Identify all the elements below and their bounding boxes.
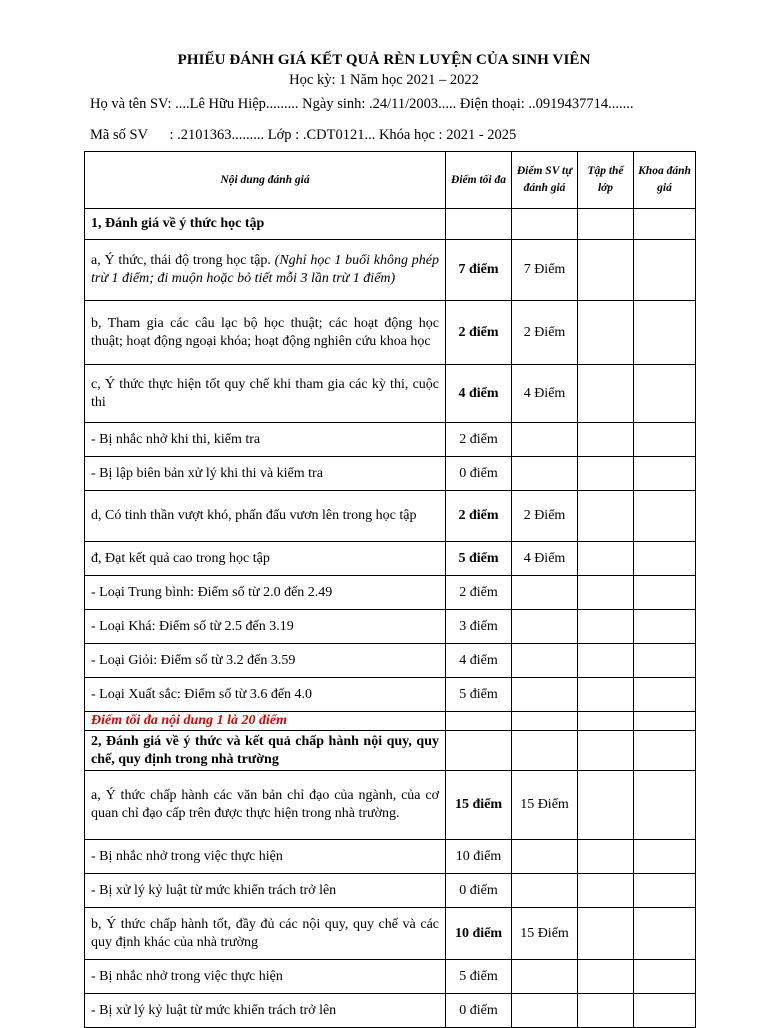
row-class-score — [578, 542, 634, 576]
row-dept-score — [634, 240, 696, 301]
row-self-score — [512, 576, 578, 610]
row-max-score: 3 điểm — [446, 610, 512, 644]
row-class-score — [578, 365, 634, 423]
row-content: đ, Đạt kết quả cao trong học tập — [85, 542, 446, 576]
row-content: - Loại Giỏi: Điểm số từ 3.2 đến 3.59 — [85, 644, 446, 678]
table-row — [85, 240, 696, 301]
student-info-line1: Họ và tên SV: ....Lê Hữu Hiệp......... Ngày sinh: .24/11/2003..... Điện thoại: ..0919437714....... — [90, 96, 634, 112]
row-dept-score — [634, 678, 696, 712]
header-max-score: Điểm tối đa — [446, 152, 512, 209]
table-row — [85, 576, 696, 610]
row-self-score — [512, 457, 578, 491]
table-row — [85, 678, 696, 712]
row-content: b, Tham gia các câu lạc bộ học thuật; các hoạt động học thuật; hoạt động ngoại khóa; hoạt động nghiên cứu khoa học — [85, 301, 446, 365]
form-title: PHIẾU ĐÁNH GIÁ KẾT QUẢ RÈN LUYỆN CỦA SINH VIÊN — [177, 52, 591, 68]
table-row — [85, 771, 696, 840]
row-max-score — [446, 731, 512, 771]
row-self-score — [512, 712, 578, 731]
row-self-score — [512, 610, 578, 644]
row-dept-score — [634, 542, 696, 576]
row-dept-score — [634, 209, 696, 240]
form-subtitle: Học kỳ: 1 Năm học 2021 – 2022 — [289, 72, 479, 88]
row-dept-score — [634, 365, 696, 423]
row-content: c, Ý thức thực hiện tốt quy chế khi tham gia các kỳ thi, cuộc thi — [85, 365, 446, 423]
table-row — [85, 644, 696, 678]
row-self-score: 2 Điểm — [512, 301, 578, 365]
row-class-score — [578, 840, 634, 874]
row-dept-score — [634, 994, 696, 1028]
row-class-score — [578, 301, 634, 365]
row-content: - Bị xử lý kỷ luật từ mức khiển trách trở lên — [85, 874, 446, 908]
row-max-score: 4 điểm — [446, 644, 512, 678]
row-max-score — [446, 712, 512, 731]
row-self-score: 7 Điểm — [512, 240, 578, 301]
table-row — [85, 301, 696, 365]
table-row — [85, 610, 696, 644]
row-content: - Bị xử lý kỷ luật từ mức khiển trách trở lên — [85, 994, 446, 1028]
table-row — [85, 209, 696, 240]
row-self-score — [512, 209, 578, 240]
header-self-score: Điểm SV tự đánh giá — [512, 152, 578, 209]
row-dept-score — [634, 423, 696, 457]
row-self-score: 2 Điểm — [512, 491, 578, 542]
row-dept-score — [634, 874, 696, 908]
row-dept-score — [634, 576, 696, 610]
row-content — [85, 240, 446, 301]
row-max-score: 2 điểm — [446, 491, 512, 542]
row-max-score: 5 điểm — [446, 960, 512, 994]
row-content: - Loại Khá: Điểm số từ 2.5 đến 3.19 — [85, 610, 446, 644]
row-dept-score — [634, 457, 696, 491]
row-class-score — [578, 960, 634, 994]
row-class-score — [578, 771, 634, 840]
row-max-score: 4 điểm — [446, 365, 512, 423]
row-content: - Loại Xuất sắc: Điểm số từ 3.6 đến 4.0 — [85, 678, 446, 712]
row-content: - Bị nhắc nhở trong việc thực hiện — [85, 840, 446, 874]
row-max-score: 10 điểm — [446, 840, 512, 874]
row-dept-score — [634, 610, 696, 644]
table-row — [85, 491, 696, 542]
row-class-score — [578, 678, 634, 712]
table-row — [85, 994, 696, 1028]
row-class-score — [578, 908, 634, 960]
row-content: a, Ý thức chấp hành các văn bản chỉ đạo của ngành, của cơ quan chỉ đạo cấp trên được thực hiện trong nhà trường. — [85, 771, 446, 840]
row-max-score: 7 điểm — [446, 240, 512, 301]
row-content: Điểm tối đa nội dung 1 là 20 điểm — [85, 712, 446, 731]
row-dept-score — [634, 840, 696, 874]
row-content: 2, Đánh giá về ý thức và kết quả chấp hành nội quy, quy chế, quy định trong nhà trường — [85, 731, 446, 771]
table-row — [85, 908, 696, 960]
row-max-score: 0 điểm — [446, 457, 512, 491]
row-class-score — [578, 209, 634, 240]
table-row — [85, 840, 696, 874]
row-self-score — [512, 840, 578, 874]
header-dept-score: Khoa đánh giá — [634, 152, 696, 209]
row-dept-score — [634, 491, 696, 542]
table-row — [85, 542, 696, 576]
row-class-score — [578, 457, 634, 491]
row-class-score — [578, 240, 634, 301]
row-dept-score — [634, 301, 696, 365]
row-max-score: 2 điểm — [446, 576, 512, 610]
row-max-score: 2 điểm — [446, 423, 512, 457]
row-class-score — [578, 423, 634, 457]
header-class-score: Tập thể lớp — [578, 152, 634, 209]
row-self-score — [512, 644, 578, 678]
table-header-row — [85, 152, 696, 209]
row-class-score — [578, 874, 634, 908]
row-content-text: a, Ý thức, thái độ trong học tập. — [91, 253, 275, 268]
row-content: - Loại Trung bình: Điểm số từ 2.0 đến 2.49 — [85, 576, 446, 610]
row-self-score — [512, 678, 578, 712]
evaluation-table — [84, 151, 696, 1028]
row-max-score: 10 điểm — [446, 908, 512, 960]
row-self-score — [512, 994, 578, 1028]
row-max-score: 15 điểm — [446, 771, 512, 840]
row-content: - Bị nhắc nhở khi thi, kiểm tra — [85, 423, 446, 457]
row-content: b, Ý thức chấp hành tốt, đầy đủ các nội quy, quy chế và các quy định khác của nhà trường — [85, 908, 446, 960]
row-self-score — [512, 874, 578, 908]
row-max-score: 5 điểm — [446, 542, 512, 576]
row-dept-score — [634, 712, 696, 731]
row-dept-score — [634, 644, 696, 678]
row-class-score — [578, 576, 634, 610]
table-row — [85, 960, 696, 994]
row-dept-score — [634, 960, 696, 994]
row-content: - Bị nhắc nhở trong việc thực hiện — [85, 960, 446, 994]
table-row — [85, 874, 696, 908]
row-content: - Bị lập biên bản xử lý khi thi và kiểm tra — [85, 457, 446, 491]
row-class-score — [578, 731, 634, 771]
table-row — [85, 457, 696, 491]
student-info-line2: Mã số SV : .2101363......... Lớp : .CDT0121... Khóa học : 2021 - 2025 — [90, 127, 517, 143]
row-self-score: 15 Điểm — [512, 771, 578, 840]
row-dept-score — [634, 771, 696, 840]
row-max-score: 0 điểm — [446, 994, 512, 1028]
row-class-score — [578, 610, 634, 644]
table-row — [85, 423, 696, 457]
row-max-score: 5 điểm — [446, 678, 512, 712]
row-self-score: 4 Điểm — [512, 365, 578, 423]
row-max-score: 0 điểm — [446, 874, 512, 908]
table-row — [85, 731, 696, 771]
row-self-score — [512, 731, 578, 771]
row-self-score — [512, 423, 578, 457]
row-self-score: 15 Điểm — [512, 908, 578, 960]
row-self-score — [512, 960, 578, 994]
row-class-score — [578, 644, 634, 678]
row-content-note: (Nghỉ học 1 buổi không phép trừ 1 điểm; đi muộn hoặc bỏ tiết mỗi 3 lần trừ 1 điểm) — [91, 253, 439, 286]
header-content: Nội dung đánh giá — [85, 152, 446, 209]
row-dept-score — [634, 731, 696, 771]
row-max-score — [446, 209, 512, 240]
row-class-score — [578, 994, 634, 1028]
row-class-score — [578, 712, 634, 731]
row-content: 1, Đánh giá về ý thức học tập — [85, 209, 446, 240]
row-max-score: 2 điểm — [446, 301, 512, 365]
table-row — [85, 365, 696, 423]
row-dept-score — [634, 908, 696, 960]
row-content: d, Có tinh thần vượt khó, phấn đấu vươn lên trong học tập — [85, 491, 446, 542]
row-self-score: 4 Điểm — [512, 542, 578, 576]
table-row-subtotal-note — [85, 712, 696, 731]
row-class-score — [578, 491, 634, 542]
